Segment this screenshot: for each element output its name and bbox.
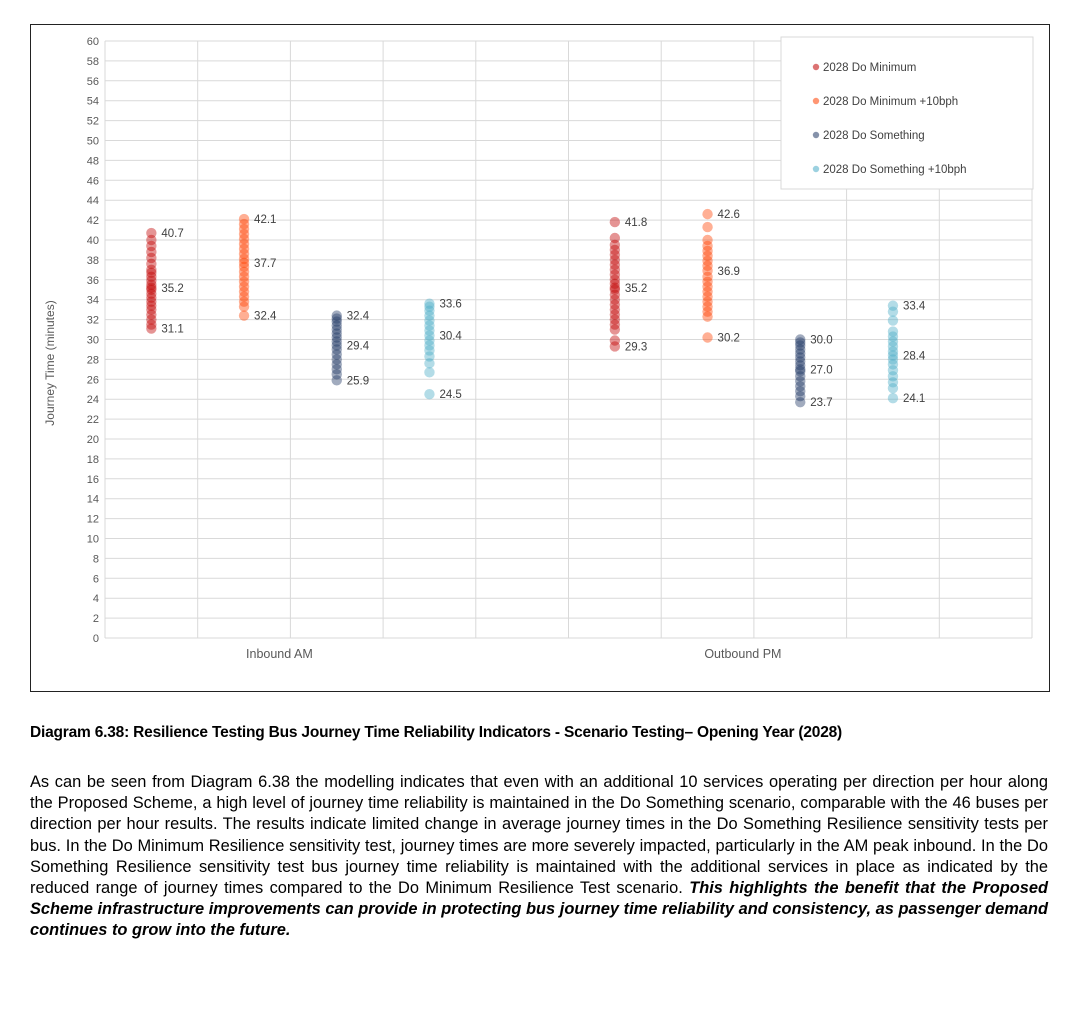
y-tick-label: 44	[86, 195, 99, 208]
data-point	[888, 326, 898, 336]
data-point	[888, 300, 898, 310]
y-tick-label: 46	[86, 175, 99, 188]
y-tick-label: 28	[86, 354, 99, 367]
legend-label: 2028 Do Minimum	[823, 62, 917, 74]
y-tick-label: 14	[86, 493, 99, 506]
data-point	[332, 310, 342, 320]
data-point	[239, 214, 249, 224]
y-tick-label: 8	[92, 553, 99, 566]
data-label-mean: 35.2	[161, 282, 184, 295]
y-tick-label: 30	[86, 334, 99, 347]
y-tick-label: 4	[92, 593, 99, 606]
y-tick-label: 52	[86, 115, 99, 128]
y-tick-label: 16	[86, 473, 99, 486]
legend-marker	[813, 132, 819, 138]
data-label-max: 33.6	[439, 298, 462, 311]
category-label: Outbound PM	[704, 647, 782, 661]
data-point	[424, 298, 434, 308]
y-tick-label: 22	[86, 414, 99, 427]
legend-label: 2028 Do Minimum +10bph	[823, 96, 959, 108]
data-point	[146, 228, 156, 238]
y-tick-label: 10	[86, 533, 99, 546]
scatter-chart	[31, 25, 1049, 691]
y-tick-label: 26	[86, 374, 99, 387]
chart-frame	[30, 24, 1050, 692]
data-label-min: 30.2	[717, 332, 740, 345]
data-label-max: 33.4	[902, 300, 926, 313]
data-label-max: 40.7	[161, 228, 184, 241]
data-label-mean: 29.4	[346, 340, 370, 353]
diagram-caption: Diagram 6.38: Resilience Testing Bus Journey Time Reliability Indicators - Scenario Testing– Opening Year (2028)	[30, 724, 843, 741]
data-point	[702, 332, 712, 342]
y-tick-label: 12	[86, 513, 99, 526]
y-tick-label: 0	[92, 633, 99, 645]
data-label-max: 41.8	[624, 217, 648, 230]
data-points	[146, 209, 898, 410]
data-label-mean: 28.4	[902, 350, 926, 363]
y-tick-label: 58	[86, 55, 99, 68]
body-text: As can be seen from Diagram 6.38 the modelling indicates that even with an additional 10 services operating per direction per hour along the Proposed Scheme, a high level of journey time reliability is maintained in the Do Something scenario, comparable with the 46 buses per direction per hour results. The results indicate limited change in average journey times in the Do Something Resilience sensitivity tests per bus. In the Do Minimum Resilience sensitivity test, journey times are more severely impacted, particularly in the AM peak inbound. In the Do Something Resilience sensitivity test bus journey time reliability is maintained with the additional services in place as indicated by the reduced range of journey times compared to the Do Minimum Resilience Test scenario.	[30, 773, 1048, 898]
data-point	[610, 335, 620, 345]
data-label-min: 23.7	[810, 397, 833, 410]
data-label-min: 32.4	[254, 310, 277, 323]
y-tick-label: 56	[86, 75, 99, 88]
y-tick-label: 60	[86, 36, 99, 48]
data-point	[795, 334, 805, 344]
y-tick-label: 32	[86, 314, 99, 327]
data-label-mean: 30.4	[439, 330, 462, 343]
legend-label: 2028 Do Something +10bph	[823, 164, 967, 176]
data-point	[702, 209, 712, 219]
data-point	[239, 310, 249, 320]
y-tick-label: 38	[86, 254, 99, 267]
data-point	[702, 222, 712, 232]
data-label-mean: 35.2	[624, 282, 648, 295]
category-label: Inbound AM	[246, 647, 313, 661]
data-label-min: 31.1	[161, 323, 184, 336]
y-tick-label: 2	[92, 613, 99, 626]
y-tick-label: 24	[86, 394, 99, 407]
y-tick-label: 18	[86, 453, 99, 466]
y-axis-label: Journey Time (minutes)	[43, 300, 57, 426]
data-point	[424, 367, 434, 377]
body-paragraph	[30, 772, 1048, 942]
data-label-max: 42.1	[254, 214, 277, 227]
category-labels	[246, 647, 781, 661]
y-tick-label: 34	[86, 294, 99, 307]
data-point	[702, 235, 712, 245]
body-emphasis: This highlights the benefit that the Proposed Scheme infrastructure improvements can provide in protecting bus journey time reliability and consistency, as passenger demand continues to grow into the future.	[30, 879, 1048, 940]
y-tick-label: 6	[92, 573, 99, 586]
data-point	[610, 217, 620, 227]
y-tick-label: 40	[86, 235, 99, 247]
data-label-min: 25.9	[346, 375, 370, 388]
data-label-max: 42.6	[717, 209, 740, 222]
data-label-max: 32.4	[346, 310, 370, 323]
data-label-mean: 36.9	[717, 265, 740, 278]
data-point	[888, 315, 898, 325]
data-point	[888, 393, 898, 403]
data-point	[424, 389, 434, 399]
legend	[781, 37, 1033, 189]
legend-marker	[813, 98, 819, 104]
data-label-min: 24.1	[902, 393, 926, 406]
y-tick-label: 42	[86, 215, 99, 228]
y-axis-ticks	[87, 36, 99, 645]
y-tick-label: 54	[86, 95, 99, 108]
y-tick-label: 50	[86, 135, 99, 148]
data-label-max: 30.0	[810, 334, 833, 347]
data-point	[610, 233, 620, 243]
y-tick-label: 48	[86, 155, 99, 168]
data-label-mean: 37.7	[254, 257, 277, 270]
data-label-min: 24.5	[439, 389, 462, 402]
legend-marker	[813, 166, 819, 172]
y-tick-label: 20	[86, 434, 99, 446]
legend-label: 2028 Do Something	[823, 130, 925, 142]
y-tick-label: 36	[86, 274, 99, 287]
data-label-min: 29.3	[624, 341, 648, 354]
data-label-mean: 27.0	[810, 364, 833, 377]
legend-marker	[813, 64, 819, 70]
